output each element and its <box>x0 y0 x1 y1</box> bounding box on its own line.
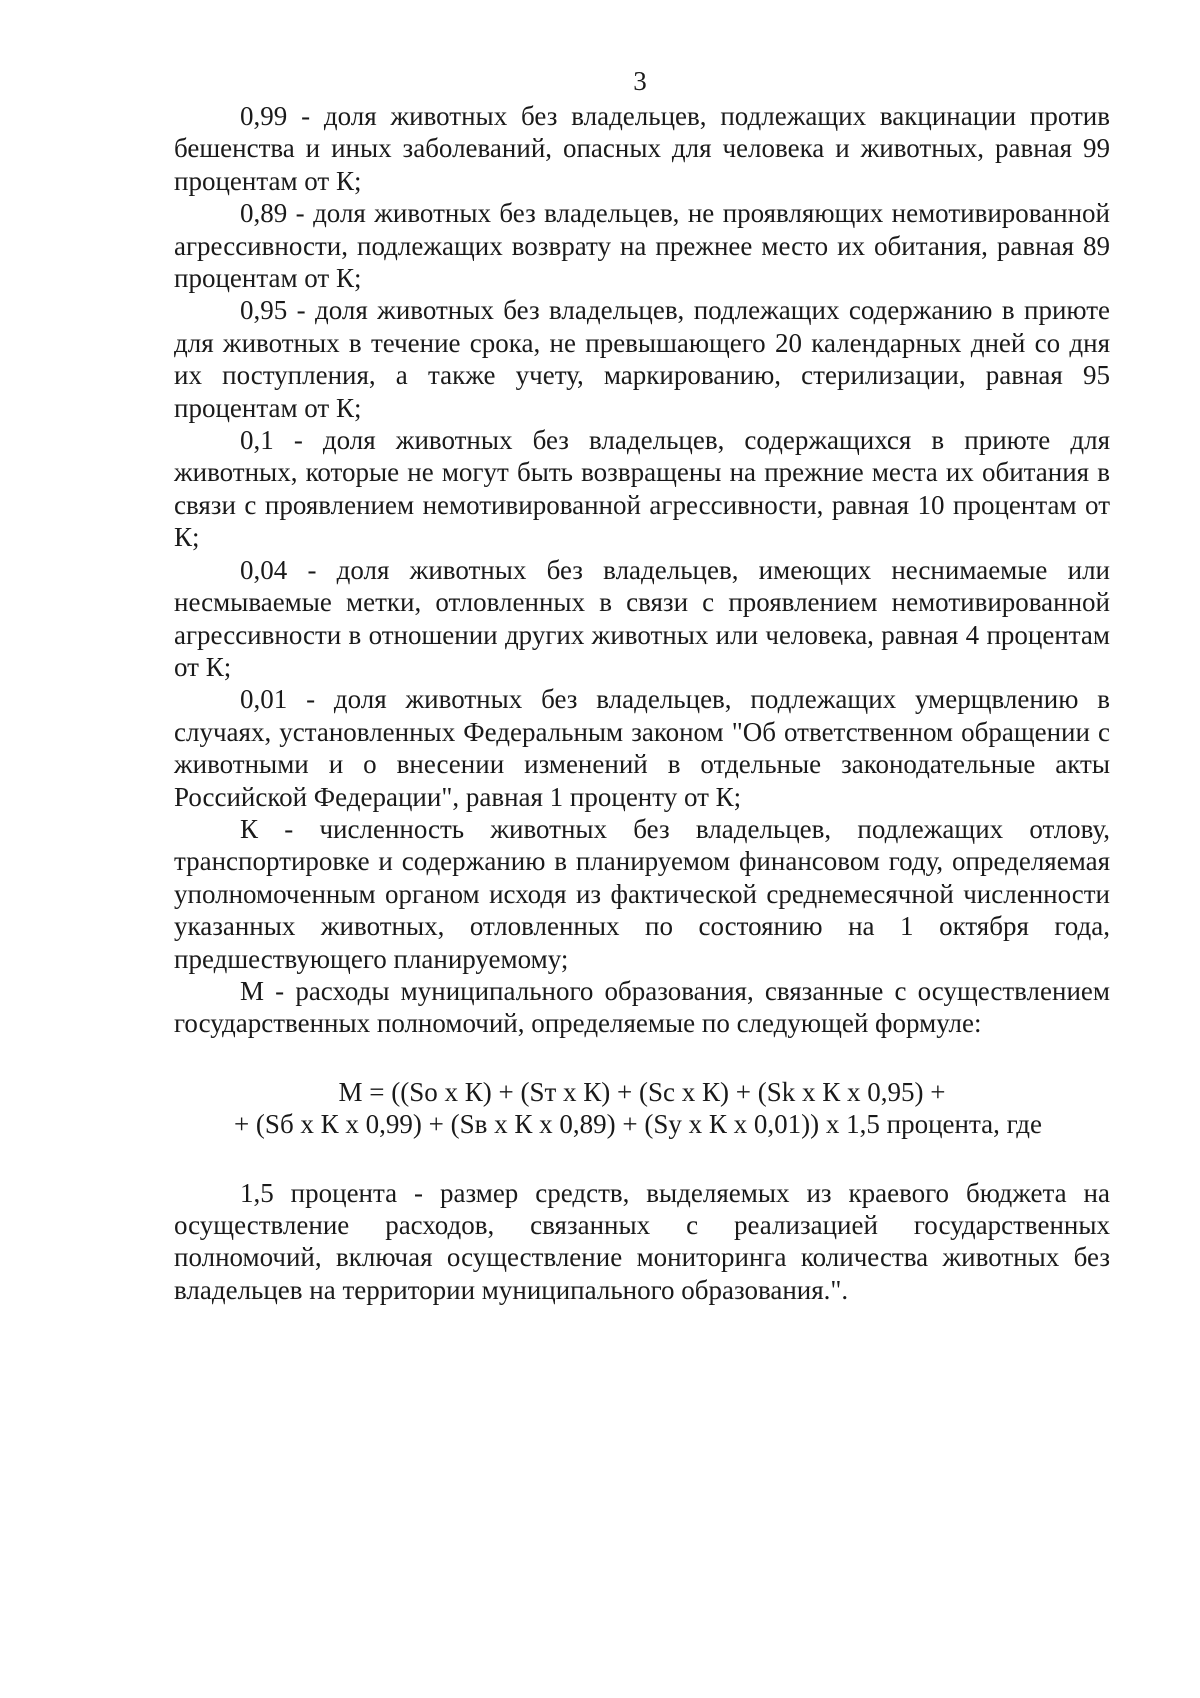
formula-line-1: М = ((Sо x К) + (Sт x К) + (Sс x К) + (Sk x К x 0,95) + <box>338 1076 946 1107</box>
paragraph-coef-095: 0,95 - доля животных без владельцев, подлежащих содержанию в приюте для животных в течение срока, не превышающего 20 календарных дней со дня их поступления, а также учету, маркированию, стерилизации, равная 95 процентам от К; <box>174 295 1110 423</box>
document-body <box>174 100 1110 1306</box>
paragraph-m-definition: М - расходы муниципального образования, связанные с осуществлением государственных полномочий, определяемые по следующей формуле: <box>174 975 1110 1039</box>
paragraph-k-definition: К - численность животных без владельцев, подлежащих отлову, транспортировке и содержанию в планируемом финансовом году, определяемая уполномоченным органом исходя из фактической среднемесячной численности указанных животных, отловленных по состоянию на 1 октября года, предшествующего планируемому; <box>174 813 1110 974</box>
paragraph-coef-099: 0,99 - доля животных без владельцев, подлежащих вакцинации против бешенства и иных заболеваний, опасных для человека и животных, равная 99 процентам от К; <box>174 101 1110 196</box>
paragraph-closing: 1,5 процента - размер средств, выделяемых из краевого бюджета на осуществление расходов, связанных с реализацией государственных полномочий, включая осуществление мониторинга количества животных без владельцев на территории муниципального образования.". <box>174 1177 1110 1305</box>
paragraph-coef-001: 0,01 - доля животных без владельцев, подлежащих умерщвлению в случаях, установленных Федеральным законом "Об ответственном обращении с животными и о внесении изменений в отдельные законодательные акты Российской Федерации", равная 1 проценту от К; <box>174 684 1110 812</box>
paragraph-coef-004: 0,04 - доля животных без владельцев, имеющих неснимаемые или несмываемые метки, отловленных в связи с проявлением немотивированной агрессивности в отношении других животных или человека, равная 4 процентам от К; <box>174 554 1110 682</box>
formula-line-2: + (Sб x К x 0,99) + (Sв x К x 0,89) + (Sу x К x 0,01)) x 1,5 процента, где <box>233 1109 1043 1140</box>
paragraph-coef-01: 0,1 - доля животных без владельцев, содержащихся в приюте для животных, которые не могут быть возвращены на прежние места их обитания в связи с проявлением немотивированной агрессивности, равная 10 процентам от К; <box>174 425 1110 553</box>
page-number: 3 <box>633 66 647 96</box>
paragraph-coef-089: 0,89 - доля животных без владельцев, не проявляющих немотивированной агрессивности, подлежащих возврату на прежнее место их обитания, равная 89 процентам от К; <box>174 198 1110 294</box>
expense-formula <box>174 1076 1110 1141</box>
